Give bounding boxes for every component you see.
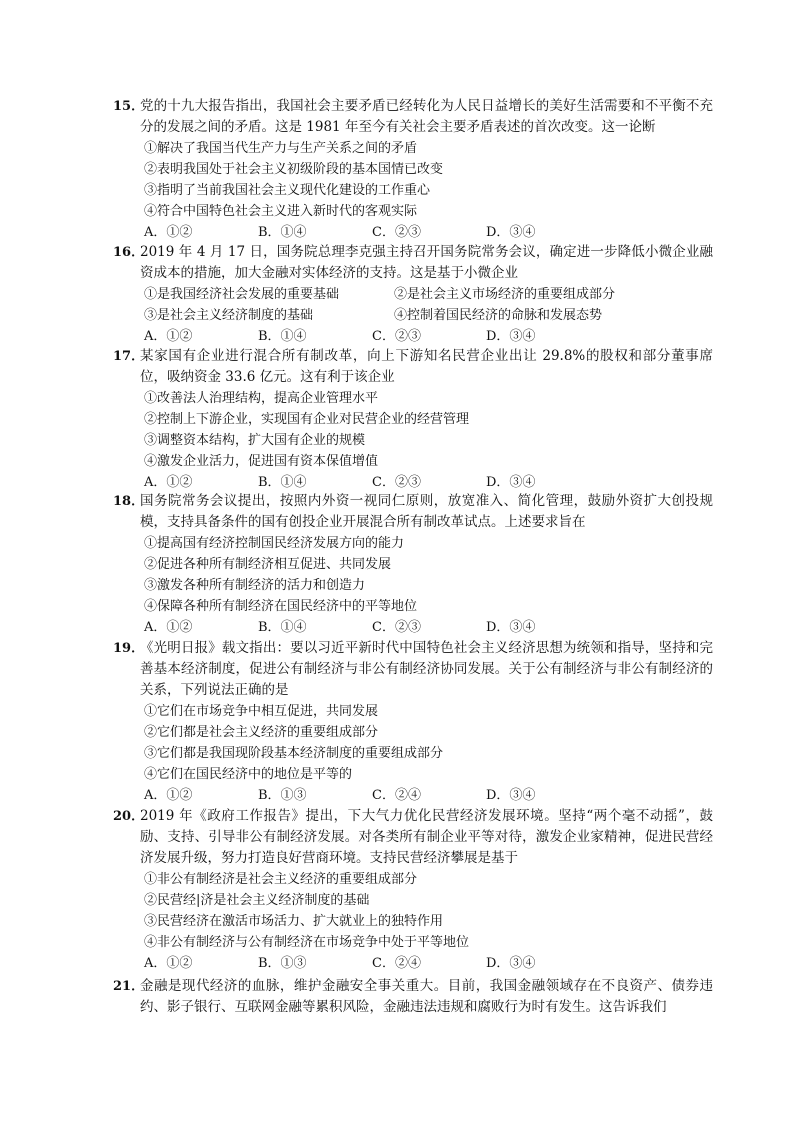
statement-item: ③它们都是我国现阶段基本经济制度的重要组成部分: [144, 746, 444, 761]
statement-item: ①是我国经济社会发展的重要基础: [144, 287, 340, 302]
choice-a[interactable]: A．①②: [144, 788, 193, 803]
statement-item: ②它们都是社会主义经济的重要组成部分: [144, 725, 379, 740]
statement-item: ④符合中国特色社会主义进入新时代的客观实际: [144, 204, 418, 219]
answer-choices: [140, 222, 713, 243]
statement-item: ③指明了当前我国社会主义现代化建设的工作重心: [144, 183, 431, 198]
choice-c[interactable]: C．②④: [372, 956, 421, 971]
choice-c[interactable]: C．②③: [372, 620, 421, 635]
statement-item: ④它们在国民经济中的地位是平等的: [144, 767, 353, 782]
answer-choices: [140, 953, 713, 974]
statement-item: ①提高国有经济控制国民经济发展方向的能力: [144, 536, 405, 551]
statement-list: [140, 138, 713, 222]
statement-list: [140, 701, 713, 785]
question-number: 18．: [113, 494, 145, 509]
statement-item: ③民营经济在激活市场活力、扩大就业上的独特作用: [144, 914, 444, 929]
choice-c[interactable]: C．②③: [372, 225, 421, 240]
question-stem: 金融是现代经济的血脉，维护金融安全事关重大。目前，我国金融领域存在不良资产、债券违约、影子银行、互联网金融等累积风险，金融违法违规和腐败行为时有发生。这告诉我们: [140, 978, 713, 1015]
question-number: 17．: [113, 349, 145, 364]
question-16: [113, 242, 713, 347]
choice-b[interactable]: B．①④: [258, 475, 307, 490]
question-stem: 2019 年《政府工作报告》提出，下大气力优化民营经济发展环境。坚持“两个毫不动摇”，鼓励、支持、引导非公有制经济发展。对各类所有制企业平等对待，激发企业家精神，促进民营经济发展升级，努力打造良好营商环境。支持民营经济攀展是基于: [140, 808, 713, 866]
statement-item: ②表明我国处于社会主义初级阶段的基本国情已改变: [144, 162, 444, 177]
question-21: [113, 976, 713, 1018]
choice-a[interactable]: A．①②: [144, 475, 193, 490]
choice-b[interactable]: B．①③: [258, 788, 307, 803]
choice-b[interactable]: B．①④: [258, 620, 307, 635]
answer-choices: [140, 326, 713, 347]
statement-item: ③是社会主义经济制度的基础: [144, 308, 314, 323]
question-number: 19．: [113, 641, 145, 656]
statement-item: ②促进各种所有制经济相互促进、共同发展: [144, 557, 392, 572]
statement-list: [140, 388, 713, 472]
choice-c[interactable]: C．②④: [372, 788, 421, 803]
statement-item: ①解决了我国当代生产力与生产关系之间的矛盾: [144, 141, 418, 156]
choice-b[interactable]: B．①③: [258, 956, 307, 971]
answer-choices: [140, 785, 713, 806]
statement-item: ①它们在市场竞争中相互促进，共同发展: [144, 704, 379, 719]
question-number: 20．: [113, 809, 145, 824]
choice-d[interactable]: D．③④: [486, 788, 536, 803]
statement-list: [140, 869, 713, 953]
choice-d[interactable]: D．③④: [486, 225, 536, 240]
question-18: [113, 491, 713, 638]
statement-list: [140, 284, 713, 326]
statement-item: ②民营经|济是社会主义经济制度的基础: [144, 893, 370, 908]
statement-item: ①改善法人治理结构，提高企业管理水平: [144, 391, 379, 406]
question-stem: 党的十九大报告指出，我国社会主要矛盾已经转化为人民日益增长的美好生活需要和不平衡不充分的发展之间的矛盾。这是 1981 年至今有关社会主要矛盾表述的首次改变。这一论断: [140, 98, 713, 135]
question-19: [113, 638, 713, 806]
question-20: [113, 806, 713, 974]
statement-item: ①非公有制经济是社会主义经济的重要组成部分: [144, 872, 418, 887]
statement-item: ④控制着国民经济的命脉和发展态势: [394, 308, 603, 323]
question-number: 16．: [113, 245, 145, 260]
statement-item: ③调整资本结构，扩大国有企业的规模: [144, 433, 366, 448]
question-15: [113, 96, 713, 243]
statement-list: [140, 533, 713, 617]
choice-d[interactable]: D．③④: [486, 475, 536, 490]
choice-d[interactable]: D．③④: [486, 620, 536, 635]
choice-c[interactable]: C．②③: [372, 329, 421, 344]
statement-item: ③激发各种所有制经济的活力和创造力: [144, 578, 366, 593]
question-stem: 2019 年 4 月 17 日，国务院总理李克强主持召开国务院常务会议，确定进一步降低小微企业融资成本的措施，加大金融对实体经济的支持。这是基于小微企业: [140, 244, 713, 281]
question-number: 15．: [113, 99, 145, 114]
statement-item: ④激发企业活力，促进国有资本保值增值: [144, 454, 379, 469]
choice-c[interactable]: C．②③: [372, 475, 421, 490]
choice-a[interactable]: A．①②: [144, 956, 193, 971]
question-number: 21．: [113, 979, 145, 994]
choice-b[interactable]: B．①④: [258, 329, 307, 344]
statement-item: ④保障各种所有制经济在国民经济中的平等地位: [144, 599, 418, 614]
choice-d[interactable]: D．③④: [486, 329, 536, 344]
answer-choices: [140, 617, 713, 638]
question-stem: 《光明日报》载文指出：要以习近平新时代中国特色社会主义经济思想为统领和指导，坚持和完善基本经济制度，促进公有制经济与非公有制经济协同发展。关于公有制经济与非公有制经济的关系，下列说法正确的是: [140, 640, 713, 698]
answer-choices: [140, 472, 713, 493]
choice-a[interactable]: A．①②: [144, 225, 193, 240]
choice-a[interactable]: A．①②: [144, 620, 193, 635]
choice-a[interactable]: A．①②: [144, 329, 193, 344]
statement-item: ④非公有制经济与公有制经济在市场竞争中处于平等地位: [144, 935, 470, 950]
question-17: [113, 346, 713, 493]
question-stem: 国务院常务会议提出，按照内外资一视同仁原则，放宽准入、简化管理，鼓励外资扩大创投规模，支持具备条件的国有创投企业开展混合所有制改革试点。上述要求旨在: [140, 493, 713, 530]
statement-item: ②控制上下游企业，实现国有企业对民营企业的经营管理: [144, 412, 470, 427]
choice-b[interactable]: B．①④: [258, 225, 307, 240]
statement-item: ②是社会主义市场经济的重要组成部分: [394, 287, 616, 302]
question-stem: 某家国有企业进行混合所有制改革，向上下游知名民营企业出让 29.8%的股权和部分董事席位，吸纳资金 33.6 亿元。这有利于该企业: [140, 348, 713, 385]
choice-d[interactable]: D．③④: [486, 956, 536, 971]
